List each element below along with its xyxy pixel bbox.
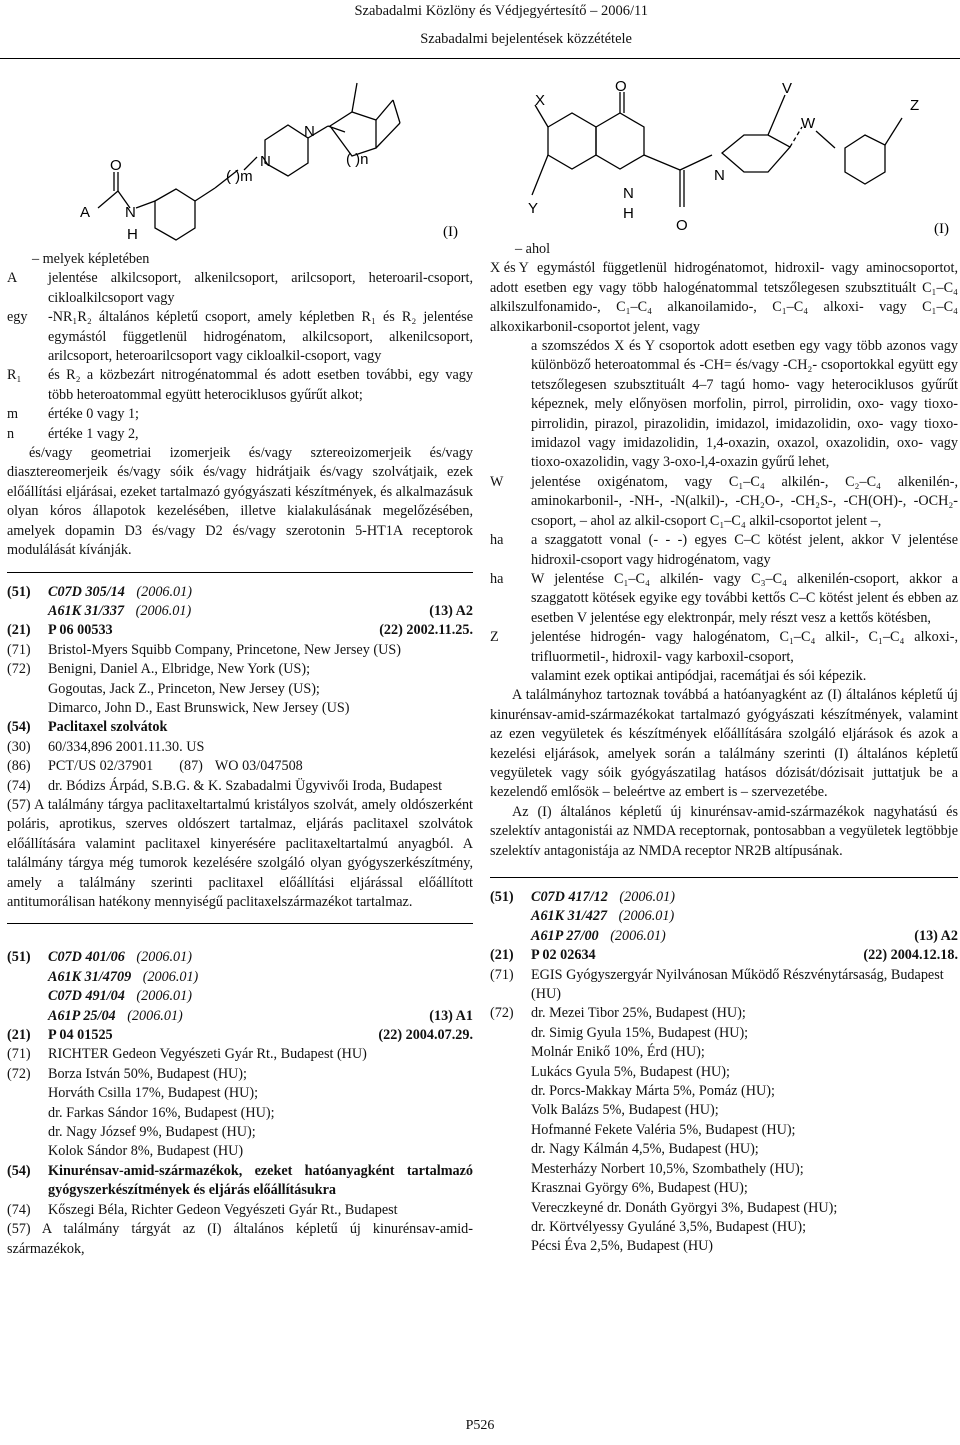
abstract: (57) A találmány tárgyát az (I) általános képletű új kinurénsav-amid-származékok,	[7, 1221, 473, 1257]
agent: Kőszegi Béla, Richter Gedeon Vegyészeti Gyár Rt., Budapest	[48, 1201, 398, 1218]
header-rule	[0, 58, 960, 59]
definition-row: ha a szaggatott vonal (- - -) egyes C–C kötést jelent, akkor V jelentése hidroxil-csoport vagy hidrogénatom, vagy	[490, 532, 958, 568]
formula-label-right: (I)	[934, 221, 949, 237]
inventors: Benigni, Daniel A., Elbridge, New York (US); Gogoutas, Jack Z., Princeton, New Jersey (US); Dimarco, John D., East Brunswick, New Jersey (US)	[48, 661, 350, 716]
definition-row: X és Y egymástól függetlenül hidrogénatomot, hidroxil- vagy aminocsoportot, adott esetben egy vagy több halogénatommal tetszőlegesen szubsztituált C₁–C₄ alkilszulfonamido-, C₁–C₄ alkanoilamido-, C₁–C₄ alkoxi- vagy C₁–C₄ alkoxikarbonil-csoportot jelent, vagy	[490, 260, 958, 335]
patent-entry-3: (51) C07D 417/12 (2006.01) A61K 31/427 (2006.01) A61P 27/00 (2006.01) (13) A2 (21) P 02 02634 (22) 2004.12.18. (71) EGIS Gyógyszergyár Nyilvánosan Működő Részvénytársaság, Budapest (HU) (72) dr. Mezei Tibor 25%, Budapest (HU); dr. Simig Gyula 15%, Budapest (HU); Molnár Enikő 10%, Érd (HU); Lukács Gyula 5%, Budapest (HU); dr. Porcs-Makkay Márta 5%, Pomáz (HU); Volk Balázs 5%, Budapest (HU); Hofmanné Fekete Valéria 5%, Budapest (HU); dr. Nagy Kálmán 4,5%, Budapest (HU); Mesterházy Norbert 10,5%, Szombathely (HU); Krasznai György 6%, Budapest (HU); Vereczkeyné dr. Donáth Györgyi 3%, Budapest (HU); dr. Körtvélyessy Gyuláné 3,5%, Budapest (HU); Pécsi Éva 2,5%, Budapest (HU)	[490, 888, 958, 1257]
patent-title: Kinurénsav-amid-származékok, ezeket hatóanyagként tartalmazó gyógyszerkészítmények és eljárás előállításukra	[48, 1162, 473, 1199]
applicant: Bristol-Myers Squibb Company, Princetone, New Jersey (US)	[48, 641, 401, 658]
atom-Y: Y	[528, 200, 539, 217]
atom-Z: Z	[910, 97, 920, 114]
kind-code: (13) A2	[429, 602, 473, 619]
applicant: RICHTER Gedeon Vegyészeti Gyár Rt., Budapest (HU)	[48, 1046, 367, 1063]
priority: 60/334,896 2001.11.30. US	[48, 738, 205, 755]
closing-paragraph: és/vagy geometriai izomerjeik és/vagy sztereoizomerjeik és/vagy diasztereomerjeik és/vagy sóik és/vagy hidrátjaik és/vagy szolvátjaik, ezek előállítási eljárásai, ezeket tartalmazó gyógyászati készítmények, és alkalmazásuk olyan kóros állapotok kezelésében, illetve kialakulásának megelőzésében, amelyek dopamin D3 és/vagy D2 és/vagy szerotonin 5-HT1A receptorok modulálását kívánják.	[7, 445, 473, 559]
atom-W: W	[801, 115, 816, 132]
ipc-class: A61K 31/4709	[48, 968, 132, 985]
definition-row: a szomszédos X és Y csoportok adott esetben egy vagy több azonos vagy különböző heteroatommal és -CH= és/vagy -CH₂- csoportokkal együtt egy tetszőlegesen szubsztituált 4–7 tagú homo- vagy heterociklusos gyűrűt képeznek, mely előnyösen morfolin, pirrol, pirrolidin, oxo- vagy tioxo-pirrolidin, pirazol, pirazolidin, imidazol, imidazolidin, oxo- vagy tioxo-imidazol vagy imidazolidin, 1,4-oxazin, oxazol, oxazolidin, oxo- vagy tioxo-oxazolidin, vagy 3-oxo-l,4-oxazin gyűrű lehet,	[531, 338, 958, 471]
filing-date: (22) 2004.07.29.	[378, 1027, 473, 1044]
atom-O-keto: O	[615, 78, 627, 95]
ipc-class: A61P 25/04	[48, 1007, 116, 1024]
index-n: ( )n	[346, 151, 369, 168]
atom-O: O	[110, 157, 122, 174]
definition-row: m értéke 0 vagy 1;	[7, 406, 139, 423]
section-title: Szabadalmi bejelentések közzététele	[420, 31, 632, 47]
formula-label-left: (I)	[443, 224, 458, 240]
atom-X: X	[535, 92, 546, 109]
ipc-class: A61K 31/427	[531, 908, 608, 925]
paragraph: A találmányhoz tartoznak továbbá a hatóanyagként az (I) általános képletű új kinurénsav-amid-származékokat tartalmazó gyógyászati készítmények, valamint az ezen vegyületek és készítmények előállítására szolgáló eljárások és azok a kezelési eljárások, amelyek során a találmány szerinti (I) általános képletű vegyületek vagy sóik gyógyászatilag hatásos dózisát/dózisait juttatjuk be a kezelendő emlősök – beleértve az embert is – szervezetébe.	[490, 687, 958, 801]
application-number: P 02 02634	[531, 947, 596, 964]
page-number: P526	[465, 1418, 495, 1433]
paragraph: Az (I) általános képletű új kinurénsav-amid-származékok nagyhatású és szelektív antagonistái az NMDA receptornak, pontosabban a vegyületek legtöbbje szelektív antagonistája az NMDA receptor NR2B altípusának.	[490, 803, 958, 859]
kind-code: (13) A2	[914, 927, 958, 944]
definition-row: egy -NR₁R₂ általános képletű csoport, amely képletben R₁ és R₂ jelentése egymástól függetlenül hidrogénatom, alkilcsoport, alkenilcsoport, arilcsoport, heteroarilcsoport vagy cikloalkil-csoport, vagy	[7, 309, 473, 365]
patent-title: Paclitaxel szolvátok	[48, 719, 168, 736]
application-number: P 06 00533	[48, 622, 113, 639]
ipc-class: C07D 491/04	[48, 988, 125, 1005]
atom-O-amide: O	[676, 217, 688, 234]
index-m: ( )m	[226, 168, 253, 185]
inventors: Borza István 50%, Budapest (HU); Horváth Csilla 17%, Budapest (HU); dr. Farkas Sándor 16%, Budapest (HU); dr. Nagy József 9%, Budapest (HU); Kolok Sándor 8%, Budapest (HU)	[48, 1065, 275, 1160]
ipc-class: A61P 27/00	[531, 927, 599, 944]
atom-H-quinoline: H	[623, 205, 634, 222]
wo-number: WO 03/047508	[214, 758, 303, 775]
right-column	[490, 240, 958, 1257]
ipc-class: A61K 31/337	[48, 602, 125, 619]
atom-A: A	[80, 204, 91, 221]
kind-code: (13) A1	[429, 1007, 473, 1024]
ipc-class: C07D 401/06	[48, 949, 125, 966]
definition-row: R₁ és R₂ a közbezárt nitrogénatommal és adott esetben további, egy vagy több heteroatommal együtt heterociklusos gyűrűt alkot;	[7, 367, 473, 403]
atom-N: N	[125, 204, 136, 221]
definition-row: n értéke 1 vagy 2,	[7, 425, 139, 442]
definition-row: W jelentése oxigénatom, vagy C₁–C₄ alkilén-, C₂–C₄ alkenilén-, aminokarbonil-, -NH-, -N(alkil)-, -CH₂O-, -CH₂S-, -CH(OH)-, -OCH₂- csoport, – ahol az alkil-csoport C₁–C₄ alkil-csoportot jelent –,	[490, 473, 958, 529]
right-chemical-structure	[500, 75, 958, 240]
agent: dr. Bódizs Árpád, S.B.G. & K. Szabadalmi Ügyvivői Iroda, Budapest	[48, 777, 443, 794]
section-divider	[7, 572, 473, 573]
atom-N-quinoline: N	[623, 185, 634, 202]
filing-date: (22) 2002.11.25.	[379, 622, 473, 639]
definitions-intro: – melyek képletében	[32, 251, 150, 267]
atom-H: H	[127, 226, 138, 243]
section-divider	[490, 877, 958, 878]
patent-entry-1: (51) C07D 305/14 (2006.01) A61K 31/337 (2006.01) (13) A2 (21) P 06 00533 (22) 2002.11.25. (71) Bristol-Myers Squibb Company, Princetone, New Jersey (US) (72) Benigni, Daniel A., Elbridge, New York (US); Gogoutas, Jack Z., Princeton, New Jersey (US); Dimarco, John D., East Brunswick, New Jersey (US) (54) Paclitaxel szolvátok (30) 60/334,896 2001.11.30. US (86) PCT/US 02/37901 (87) WO 03/047508 (74) dr. Bódizs Árpád, S.B.G. & K. Szabadalmi Ügyvivői Iroda, Budapest (57) A találmány tárgya paclitaxeltartalmú kristályos szolvát, amely oldószerként poláris, aprotikus, szerves oldószert tartalmaz, eljárás paclitaxel szolvátok előállítására valamint paclitaxel kinyerésére paclitaxeltartalmú anyagból. A találmány tárgya még tumorok kezelésére szolgáló olyan gyógyszerkészítmény, amely a találmány szerinti paclitaxel előállítási eljárással előállított antitumorálisan hatékony mennyiségű paclitaxelszármazékot tartalmaz.	[7, 583, 473, 913]
pct-number: PCT/US 02/37901	[48, 758, 154, 775]
atom-N-ring: N	[714, 167, 725, 184]
atom-V: V	[782, 80, 793, 97]
definition-row: ha W jelentése C₁–C₄ alkilén- vagy C₃–C₄ alkenilén-csoport, akkor a szaggatott kötések egyike egy további kettős C–C kötést jelent és ebben az esetben V jelentése egy elektronpár, mely részt vesz a kettős kötésben,	[490, 570, 958, 626]
inventors: dr. Mezei Tibor 25%, Budapest (HU); dr. Simig Gyula 15%, Budapest (HU); Molnár Enikő 10%, Érd (HU); Lukács Gyula 5%, Budapest (HU); dr. Porcs-Makkay Márta 5%, Pomáz (HU); Volk Balázs 5%, Budapest (HU); Hofmanné Fekete Valéria 5%, Budapest (HU); dr. Nagy Kálmán 4,5%, Budapest (HU); Mesterházy Norbert 10,5%, Szombathely (HU); Krasznai György 6%, Budapest (HU); Vereczkeyné dr. Donáth Györgyi 3%, Budapest (HU); dr. Körtvélyessy Gyuláné 3,5%, Budapest (HU); Pécsi Éva 2,5%, Budapest (HU)	[531, 1005, 838, 1255]
left-column	[7, 250, 473, 1259]
definitions-intro: – ahol	[515, 241, 551, 257]
journal-title: Szabadalmi Közlöny és Védjegyértesítő – 2006/11	[354, 3, 648, 19]
left-chemical-structure	[70, 70, 470, 250]
ipc-class: C07D 305/14	[48, 583, 125, 600]
ipc-class: C07D 417/12	[531, 889, 608, 905]
definition-row: Z jelentése hidrogén- vagy halogénatom, C₁–C₄ alkil-, C₁–C₄ alkoxi-, trifluormetil-, hidroxil- vagy karboxil-csoport,	[490, 629, 958, 665]
definition-row: valamint ezek optikai antipódjai, racemátjai és sói képezik.	[531, 667, 867, 684]
section-divider	[7, 923, 473, 924]
application-number: P 04 01525	[48, 1027, 113, 1044]
atom-N-piperazine-1: N	[260, 153, 271, 170]
filing-date: (22) 2004.12.18.	[863, 947, 958, 964]
abstract: (57) A találmány tárgya paclitaxeltartalmú kristályos szolvát, amely oldószerként poláris, aprotikus, szerves oldószert tartalmaz, eljárás paclitaxel szolvátok előállítására valamint paclitaxel kinyerésére paclitaxeltartalmú anyagból. A találmány tárgya még tumorok kezelésére szolgáló olyan gyógyszerkészítmény, amely a találmány szerinti paclitaxel előállítási eljárással előállított antitumorálisan hatékony mennyiségű paclitaxelszármazékot tartalmaz.	[7, 796, 473, 910]
atom-N-piperazine-2: N	[304, 123, 315, 140]
applicant: EGIS Gyógyszergyár Nyilvánosan Működő Részvénytársaság, Budapest (HU)	[531, 966, 944, 1003]
definition-row: A jelentése alkilcsoport, alkenilcsoport, arilcsoport, heteroaril-csoport, cikloalkilcsoport vagy	[7, 270, 473, 306]
patent-entry-2: (51) C07D 401/06 (2006.01) A61K 31/4709 (2006.01) C07D 491/04 (2006.01) A61P 25/04 (2006.01) (13) A1 (21) P 04 01525 (22) 2004.07.29. (71) RICHTER Gedeon Vegyészeti Gyár Rt., Budapest (HU) (72) Borza István 50%, Budapest (HU); Horváth Csilla 17%, Budapest (HU); dr. Farkas Sándor 16%, Budapest (HU); dr. Nagy József 9%, Budapest (HU); Kolok Sándor 8%, Budapest (HU) (54) Kinurénsav-amid-származékok, ezeket hatóanyagként tartalmazó gyógyszerkészítmények és eljárás előállításukra (74) Kőszegi Béla, Richter Gedeon Vegyészeti Gyár Rt., Budapest (57) A találmány tárgyát az (I) általános képletű új kinurénsav-amid-származékok,	[7, 948, 473, 1259]
